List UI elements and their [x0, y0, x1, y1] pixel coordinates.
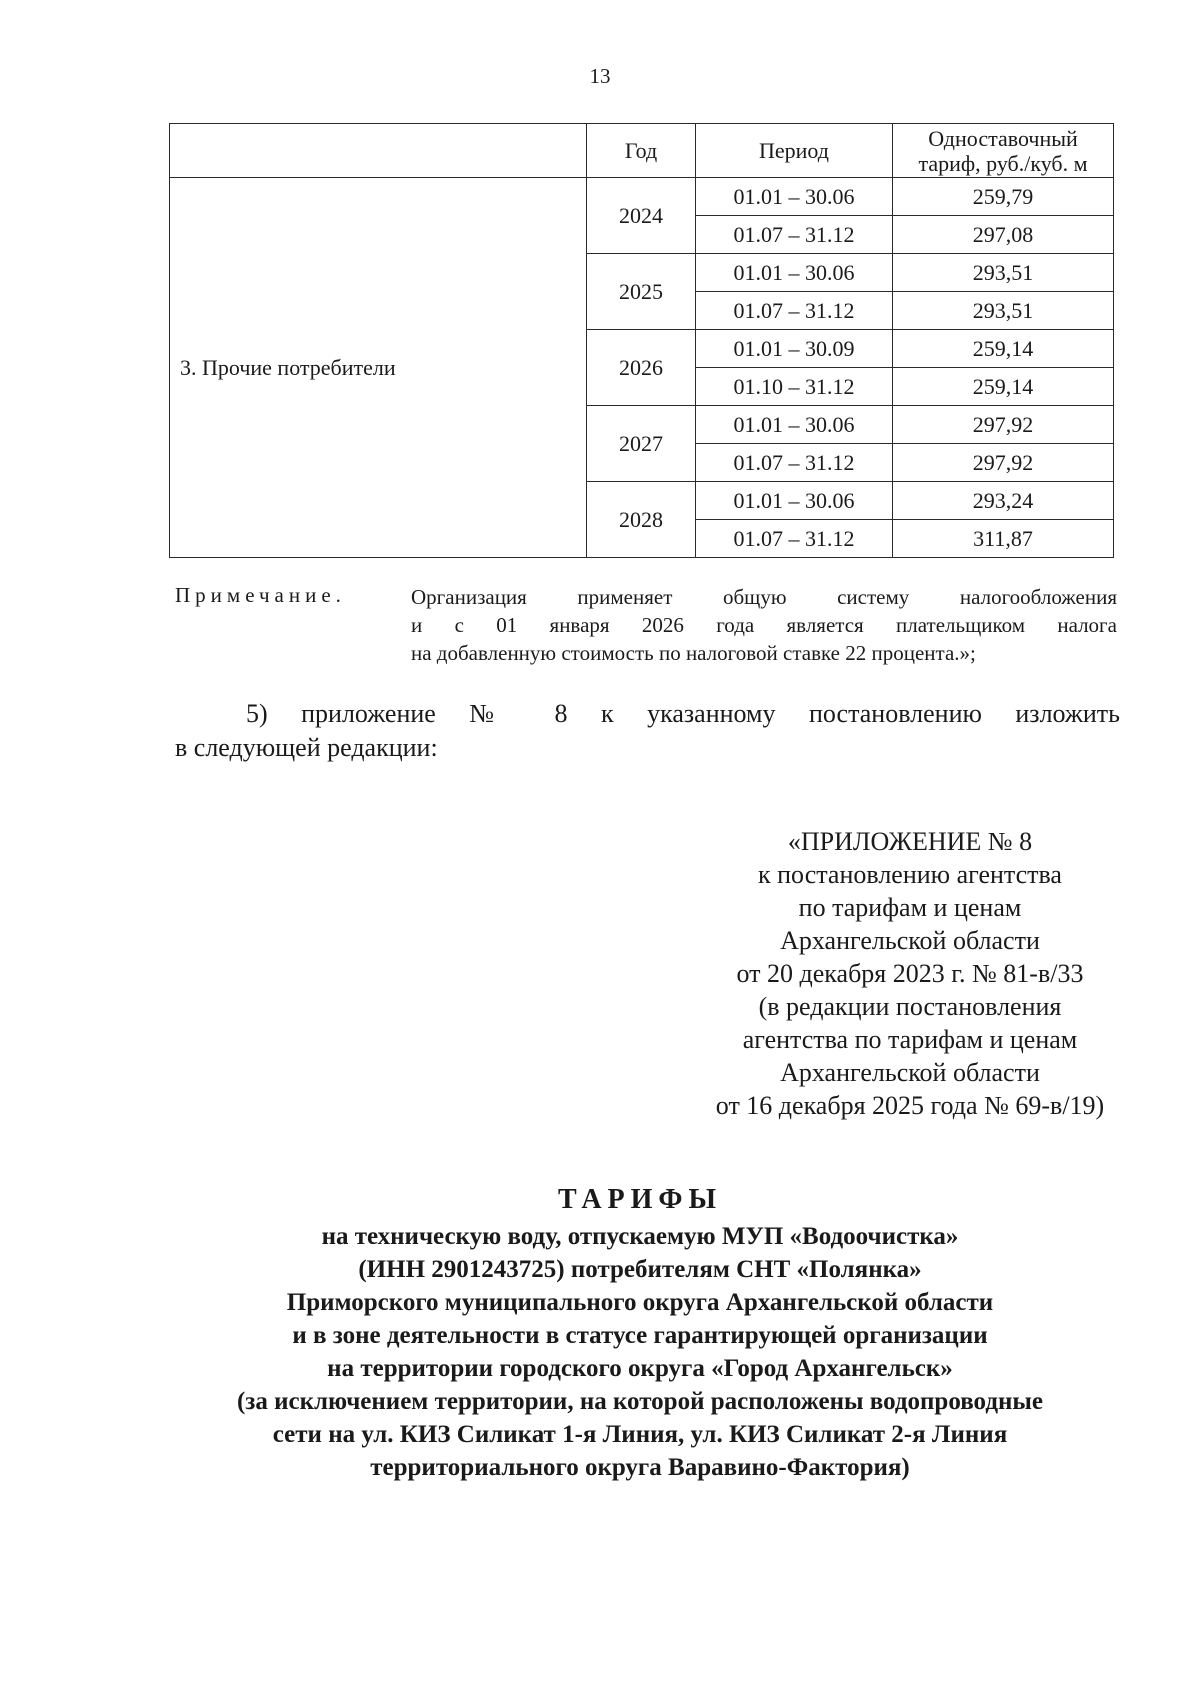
header-period: Период	[696, 124, 893, 178]
appendix-line: Архангельской области	[780, 926, 1040, 955]
appendix-line: от 16 декабря 2025 года № 69-в/19)	[715, 1091, 1105, 1120]
period-cell: 01.07 – 31.12	[696, 444, 893, 482]
note-line: и с 01 января 2026 года является плательщиком налога	[411, 613, 1117, 637]
table-row	[170, 178, 1114, 216]
period-cell: 01.01 – 30.06	[696, 482, 893, 520]
period-cell: 01.01 – 30.06	[696, 178, 893, 216]
note-text	[411, 583, 1117, 667]
note-label: Примечание.	[175, 583, 346, 607]
appendix-header	[690, 825, 1130, 1122]
header-consumer	[170, 124, 587, 178]
period-cell: 01.07 – 31.12	[696, 216, 893, 254]
tariff-cell: 297,92	[893, 444, 1114, 482]
title-line: и в зоне деятельности в статусе гарантирующей организации	[292, 1322, 988, 1349]
title-line: (за исключением территории, на которой расположены водопроводные	[236, 1388, 1043, 1415]
appendix-line: от 20 декабря 2023 г. № 81-в/33	[736, 959, 1084, 988]
period-cell: 01.07 – 31.12	[696, 292, 893, 330]
title-line: (ИНН 2901243725) потребителям СНТ «Полянка»	[358, 1256, 922, 1283]
tariff-cell: 293,51	[893, 292, 1114, 330]
title-line: на техническую воду, отпускаемую МУП «Водоочистка»	[321, 1223, 959, 1250]
note-line: Организация применяет общую систему налогообложения	[411, 585, 1117, 609]
appendix-line: к постановлению агентства	[758, 860, 1062, 889]
period-cell: 01.07 – 31.12	[696, 520, 893, 558]
tariff-cell: 311,87	[893, 520, 1114, 558]
title-line: на территории городского округа «Город Архангельск»	[327, 1355, 953, 1382]
tariff-cell: 259,79	[893, 178, 1114, 216]
tariffs-title	[160, 1183, 1120, 1484]
tariff-table	[169, 123, 1114, 558]
appendix-line: агентства по тарифам и ценам	[742, 1025, 1078, 1054]
year-cell: 2027	[587, 406, 696, 482]
period-cell: 01.01 – 30.06	[696, 254, 893, 292]
title-heading: ТАРИФЫ	[558, 1184, 722, 1215]
amendment-line: в следующей редакции:	[175, 733, 438, 762]
tariff-cell: 293,24	[893, 482, 1114, 520]
period-cell: 01.01 – 30.09	[696, 330, 893, 368]
tariff-cell: 259,14	[893, 368, 1114, 406]
amendment-line: 5) приложение № 8 к указанному постановлению изложить	[246, 699, 1120, 728]
header-year: Год	[587, 124, 696, 178]
period-cell: 01.01 – 30.06	[696, 406, 893, 444]
amendment-paragraph	[175, 697, 1120, 765]
year-cell: 2026	[587, 330, 696, 406]
note-line: на добавленную стоимость по налоговой ставке 22 процента.»;	[411, 641, 976, 665]
title-line: Приморского муниципального округа Архангельской области	[286, 1289, 994, 1316]
year-cell: 2024	[587, 178, 696, 254]
tariff-cell: 297,08	[893, 216, 1114, 254]
appendix-line: «ПРИЛОЖЕНИЕ № 8	[787, 827, 1033, 856]
title-line: сети на ул. КИЗ Силикат 1-я Линия, ул. КИЗ Силикат 2-я Линия	[272, 1421, 1008, 1448]
title-line: территориального округа Варавино-Фактория)	[370, 1454, 910, 1481]
tariff-cell: 297,92	[893, 406, 1114, 444]
year-cell: 2025	[587, 254, 696, 330]
header-tariff	[893, 124, 1114, 178]
appendix-line: по тарифам и ценам	[798, 893, 1022, 922]
appendix-line: Архангельской области	[780, 1058, 1040, 1087]
header-tariff-line1: Одноставочный	[928, 125, 1078, 151]
table-header-row	[170, 124, 1114, 178]
year-cell: 2028	[587, 482, 696, 558]
header-tariff-line2: тариф, руб./куб. м	[918, 150, 1088, 176]
tariff-cell: 259,14	[893, 330, 1114, 368]
page-number: 13	[589, 64, 611, 88]
tariff-cell: 293,51	[893, 254, 1114, 292]
period-cell: 01.10 – 31.12	[696, 368, 893, 406]
consumer-cell: 3. Прочие потребители	[170, 178, 587, 558]
appendix-line: (в редакции постановления	[758, 992, 1062, 1021]
